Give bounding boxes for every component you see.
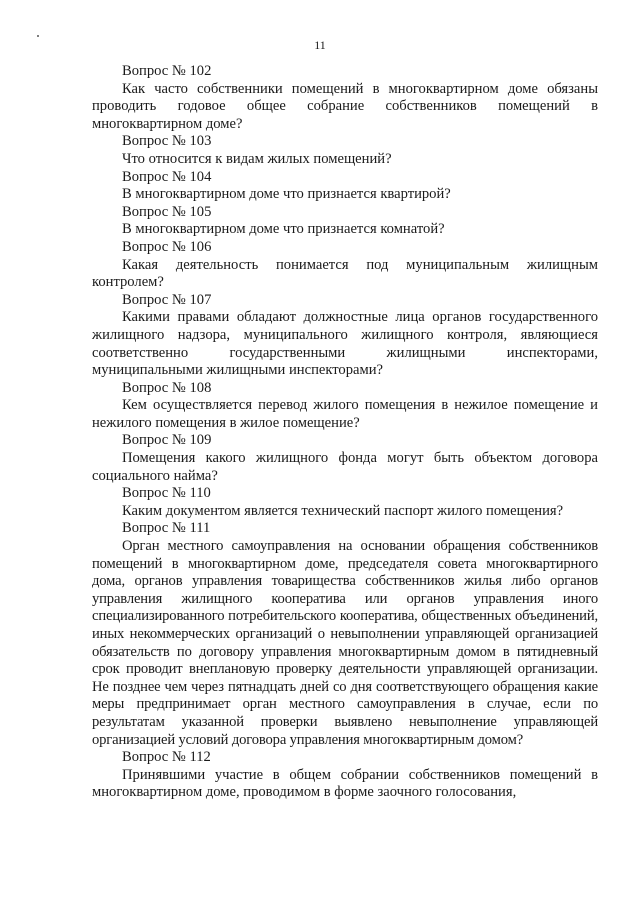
question-text: Кем осуществляется перевод жилого помещения в нежилое помещение и нежилого помещения в жилое помещение? [92,397,598,431]
question-text: В многоквартирном доме что признается комнатой? [122,221,445,238]
scan-speck [37,35,39,37]
question-heading: Вопрос № 108 [122,379,212,396]
question-text: Какими правами обладают должностные лица органов государственного жилищного надзора, муниципального жилищного контроля, являющиеся соответственно государственными жилищными инспекторами, муниципальными жилищными инспекторами? [92,309,598,379]
question-heading: Вопрос № 107 [122,291,212,308]
question-text: Орган местного самоуправления на основании обращения собственников помещений в многоквартирном доме, председателя совета многоквартирного дома, органов управления товарищества собственников жилья либо органов управления жилищного кооператива или органов управления иного специализированного потребительского кооператива, общественных объединений, иных некоммерческих организаций о невыполнении управляющей организацией обязательств по договору управления многоквартирным домом в пятидневный срок проводит внеплановую проверку деятельности управляющей организации. Не позднее чем через пятнадцать дней со дня соответствующего обращения какие меры предпринимает орган местного самоуправления в случае, если по результатам указанной проверки выявлено невыполнение управляющей организацией условий договора управления многоквартирным домом? [92,538,598,748]
question-text: В многоквартирном доме что признается квартирой? [122,186,451,203]
question-heading: Вопрос № 103 [122,133,212,150]
question-text: Помещения какого жилищного фонда могут быть объектом договора социального найма? [92,450,598,484]
question-heading: Вопрос № 109 [122,432,212,449]
question-text: Что относится к видам жилых помещений? [122,150,392,167]
document-body [92,63,598,802]
question-text: Каким документом является технический паспорт жилого помещения? [122,502,564,519]
question-heading: Вопрос № 105 [122,203,212,220]
question-heading: Вопрос № 112 [122,749,211,766]
question-heading: Вопрос № 111 [122,520,211,537]
question-heading: Вопрос № 102 [122,63,212,79]
question-heading: Вопрос № 106 [122,238,212,255]
question-text: Какая деятельность понимается под муниципальным жилищным контролем? [92,256,598,291]
page-number: 11 [314,38,326,52]
question-heading: Вопрос № 104 [122,168,212,185]
question-text: Как часто собственники помещений в многоквартирном доме обязаны проводить годовое общее собрание собственников помещений в многоквартирном доме? [92,80,598,132]
question-text: Принявшими участие в общем собрании собственников помещений в многоквартирном доме, проводимом в форме заочного голосования, [92,766,598,801]
question-heading: Вопрос № 110 [122,485,211,502]
